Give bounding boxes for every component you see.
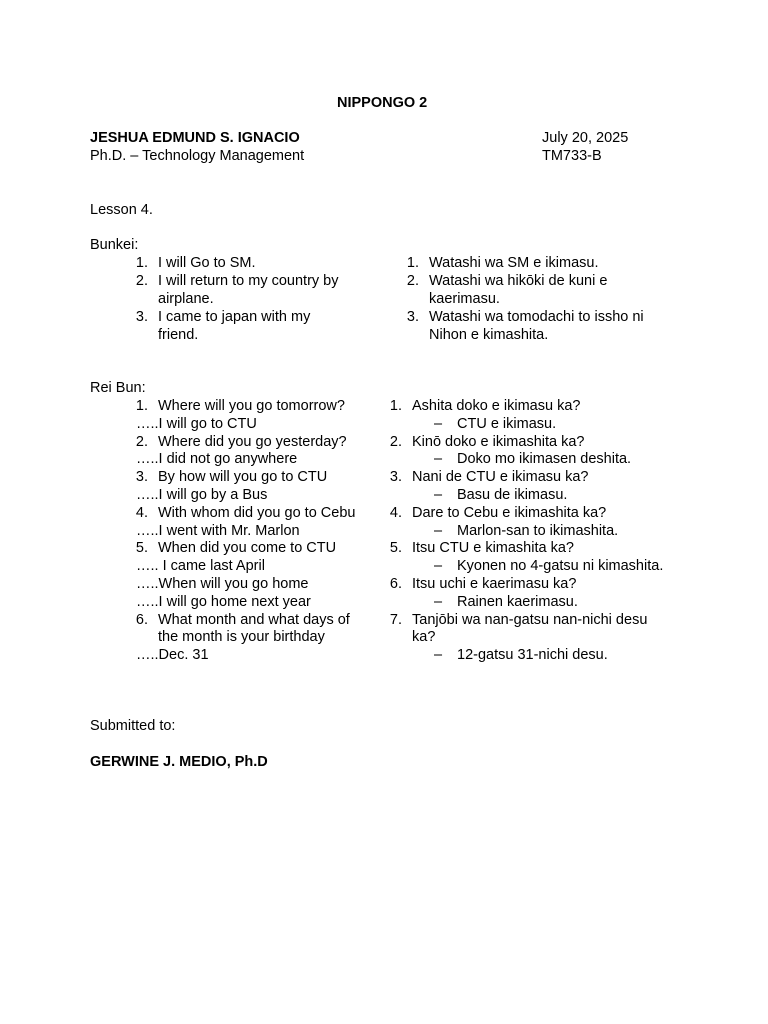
- reibun-english-line: the month is your birthday: [158, 629, 325, 646]
- submitted-label: Submitted to:: [90, 718, 176, 734]
- author-name: JESHUA EDMUND S. IGNACIO: [90, 130, 300, 146]
- reibun-english-line: What month and what days of: [158, 611, 350, 628]
- lesson-label: Lesson 4.: [90, 202, 153, 218]
- reibun-answer-line: Kyonen no 4-gatsu ni kimashita.: [457, 558, 664, 575]
- reibun-english-line: By how will you go to CTU: [158, 469, 328, 486]
- section-code: TM733-B: [542, 148, 602, 164]
- reibun-japanese-number: 2.: [389, 433, 402, 450]
- reibun-english-line: …..I will go to CTU: [136, 415, 257, 432]
- reibun-english-line: …..I will go home next year: [136, 593, 311, 610]
- reibun-answer-line: Rainen kaerimasu.: [457, 593, 578, 610]
- reibun-english-number: 3.: [135, 469, 148, 486]
- reibun-english-line: When did you come to CTU: [158, 540, 337, 557]
- reibun-answer-dash: –: [434, 558, 443, 575]
- reibun-english-number: 5.: [135, 540, 148, 557]
- reibun-answer-dash: –: [434, 647, 443, 664]
- reibun-answer-line: Basu de ikimasu.: [457, 487, 568, 503]
- reibun-english-number: 6.: [135, 611, 148, 628]
- reibun-japanese-number: 7.: [389, 611, 402, 628]
- reibun-answer-dash: –: [434, 593, 443, 610]
- bunkei-japanese-item-number: 1.: [406, 255, 419, 271]
- reibun-english-number: 2.: [135, 433, 148, 450]
- reibun-japanese-line: Kinō doko e ikimashita ka?: [412, 433, 585, 450]
- reibun-answer-line: CTU e ikimasu.: [457, 415, 557, 432]
- reibun-english-line: Where will you go tomorrow?: [158, 398, 345, 414]
- recipient-name: GERWINE J. MEDIO, Ph.D: [90, 754, 268, 770]
- reibun-japanese-line: Itsu CTU e kimashita ka?: [412, 540, 574, 557]
- bunkei-japanese-item-text: Watashi wa tomodachi to issho ni: [429, 309, 644, 325]
- bunkei-english-item-number: 2.: [135, 273, 148, 289]
- reibun-answer-dash: –: [434, 451, 443, 468]
- reibun-english-line: …..I did not go anywhere: [136, 451, 298, 468]
- reibun-answer-line: Marlon-san to ikimashita.: [457, 522, 619, 539]
- bunkei-japanese-item-text: kaerimasu.: [429, 291, 500, 307]
- bunkei-english-item-text: I will return to my country by: [158, 273, 339, 289]
- reibun-english-line: With whom did you go to Cebu: [158, 504, 356, 521]
- reibun-japanese-line: Ashita doko e ikimasu ka?: [412, 398, 581, 414]
- reibun-japanese-line: Dare to Cebu e ikimashita ka?: [412, 504, 607, 521]
- reibun-english-number: 1.: [135, 398, 148, 414]
- reibun-japanese-line: Itsu uchi e kaerimasu ka?: [412, 576, 577, 592]
- reibun-english-line: …..Dec. 31: [136, 647, 209, 664]
- document-title: NIPPONGO 2: [337, 95, 428, 111]
- reibun-answer-line: 12-gatsu 31-nichi desu.: [457, 647, 608, 664]
- bunkei-english-item-text: I came to japan with my: [158, 309, 311, 325]
- bunkei-japanese-item-number: 3.: [406, 309, 419, 325]
- bunkei-japanese-item-text: Watashi wa hikōki de kuni e: [429, 273, 608, 289]
- bunkei-label: Bunkei:: [90, 237, 139, 253]
- reibun-english-line: …..I went with Mr. Marlon: [136, 522, 300, 539]
- bunkei-english-item-text: I will Go to SM.: [158, 255, 256, 271]
- reibun-japanese-line: Nani de CTU e ikimasu ka?: [412, 469, 589, 486]
- bunkei-english-item-number: 3.: [135, 309, 148, 325]
- program-name: Ph.D. – Technology Management: [90, 148, 305, 164]
- reibun-japanese-number: 3.: [389, 469, 402, 486]
- reibun-japanese-line: Tanjōbi wa nan-gatsu nan-nichi desu: [412, 611, 648, 628]
- bunkei-japanese-item-number: 2.: [406, 273, 419, 289]
- bunkei-english-item-text: friend.: [158, 327, 199, 343]
- reibun-english-line: …..I will go by a Bus: [136, 487, 268, 503]
- reibun-japanese-number: 4.: [389, 504, 402, 521]
- reibun-japanese-line: ka?: [412, 629, 436, 646]
- reibun-label: Rei Bun:: [90, 380, 146, 396]
- bunkei-english-item-text: airplane.: [158, 291, 214, 307]
- reibun-english-line: Where did you go yesterday?: [158, 433, 347, 450]
- bunkei-japanese-item-text: Watashi wa SM e ikimasu.: [429, 255, 599, 271]
- reibun-answer-dash: –: [434, 415, 443, 432]
- reibun-english-line: ….. I came last April: [136, 558, 265, 575]
- reibun-answer-dash: –: [434, 522, 443, 539]
- reibun-english-number: 4.: [135, 504, 148, 521]
- reibun-japanese-number: 5.: [389, 540, 402, 557]
- reibun-answer-line: Doko mo ikimasen deshita.: [457, 451, 632, 468]
- bunkei-japanese-item-text: Nihon e kimashita.: [429, 327, 549, 343]
- bunkei-english-item-number: 1.: [135, 255, 148, 271]
- reibun-english-line: …..When will you go home: [136, 576, 309, 592]
- reibun-japanese-number: 6.: [389, 576, 402, 592]
- date: July 20, 2025: [542, 130, 629, 146]
- reibun-answer-dash: –: [434, 487, 443, 503]
- reibun-japanese-number: 1.: [389, 398, 402, 414]
